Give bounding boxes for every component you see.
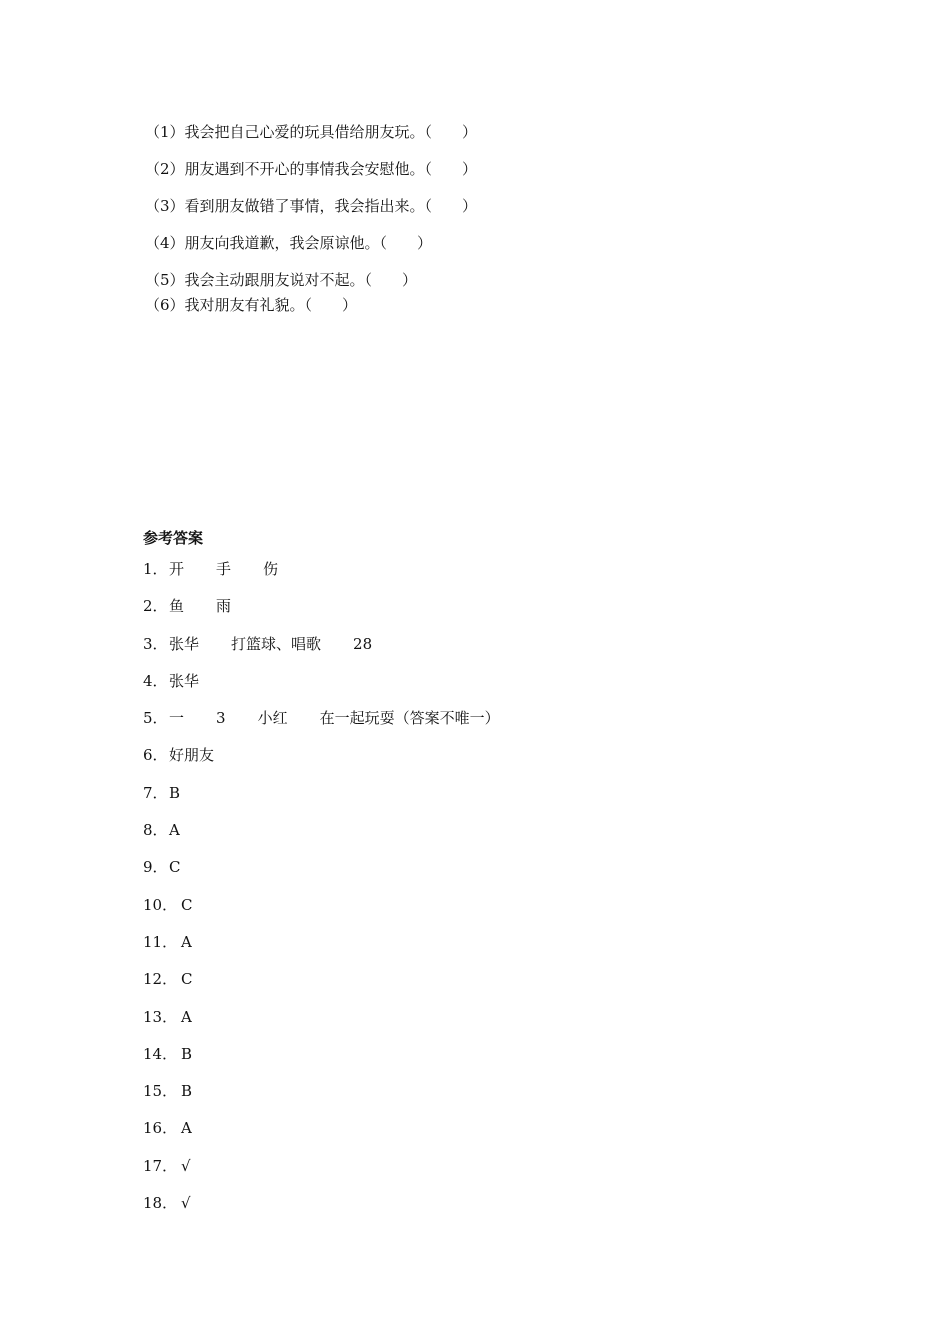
answer-text: A <box>169 821 180 840</box>
answer-text: A <box>181 1119 192 1138</box>
answer-item <box>143 1116 500 1140</box>
answer-text: 28 <box>353 634 373 653</box>
answer-text: C <box>181 895 193 914</box>
question-item: （1）我会把自己心爱的玩具借给朋友玩。（ ） <box>145 123 478 141</box>
answer-number: 7． <box>143 783 168 802</box>
answer-number: 10． <box>143 895 178 914</box>
answer-item <box>143 1154 500 1178</box>
answer-text: C <box>181 970 193 989</box>
answer-item <box>143 1042 500 1066</box>
answer-number: 4． <box>143 671 168 690</box>
answer-text: B <box>169 783 181 802</box>
answer-text: 手 <box>216 560 232 578</box>
answer-number: 15． <box>143 1082 178 1101</box>
question-item: （4）朋友向我道歉，我会原谅他。（ ） <box>145 234 433 252</box>
answer-item <box>143 594 500 618</box>
answer-number: 8． <box>143 821 168 840</box>
answer-number: 1． <box>143 560 168 578</box>
answer-item <box>143 818 500 842</box>
answer-item <box>143 1005 500 1029</box>
answer-number: 16． <box>143 1119 178 1138</box>
answer-text: √ <box>181 1194 191 1213</box>
answer-item <box>143 706 500 730</box>
answer-section <box>143 526 500 1228</box>
answer-number: 12． <box>143 970 178 989</box>
answer-text: 张华 <box>169 634 200 653</box>
answer-item <box>143 893 500 917</box>
question-item: （6）我对朋友有礼貌。（ ） <box>145 296 358 314</box>
answer-text: 张华 <box>169 671 200 690</box>
question-item: （3）看到朋友做错了事情，我会指出来。（ ） <box>145 197 478 215</box>
answer-text: 3 <box>216 709 226 728</box>
answer-text: 一 <box>169 709 185 728</box>
answer-text: 开 <box>169 560 185 578</box>
question-item: （5）我会主动跟朋友说对不起。（ ） <box>145 271 418 289</box>
answer-text: √ <box>181 1156 191 1175</box>
answer-section-title: 参考答案 <box>143 529 204 547</box>
answer-item <box>143 557 500 581</box>
answer-item <box>143 743 500 767</box>
answer-number: 17． <box>143 1156 178 1175</box>
answer-text: 伤 <box>263 560 279 578</box>
answer-text: A <box>181 1007 192 1026</box>
answer-text: 雨 <box>216 597 232 616</box>
answer-number: 18． <box>143 1194 178 1213</box>
answer-item <box>143 1191 500 1215</box>
answer-number: 6． <box>143 746 168 765</box>
question-list <box>145 120 477 317</box>
answer-text: B <box>181 1044 193 1063</box>
answer-item <box>143 781 500 805</box>
answer-number: 3． <box>143 634 168 653</box>
answer-text: 鱼 <box>169 597 185 616</box>
answer-item <box>143 669 500 693</box>
answer-number: 9． <box>143 858 168 877</box>
answer-item <box>143 632 500 656</box>
answer-item <box>143 930 500 954</box>
answer-number: 13． <box>143 1007 178 1026</box>
answer-item <box>143 1079 500 1103</box>
answer-item <box>143 855 500 879</box>
answer-text: C <box>169 858 181 877</box>
answer-text: 小红 <box>257 709 288 728</box>
answer-text: 在一起玩耍（答案不唯一） <box>319 709 500 728</box>
answer-text: 好朋友 <box>169 746 215 765</box>
answer-number: 2． <box>143 597 168 616</box>
answer-item <box>143 967 500 991</box>
answer-number: 5． <box>143 709 168 728</box>
answer-text: A <box>181 932 192 951</box>
answer-list <box>143 557 500 1215</box>
answer-number: 11． <box>143 932 178 951</box>
question-item: （2）朋友遇到不开心的事情我会安慰他。（ ） <box>145 160 478 178</box>
answer-text: B <box>181 1082 193 1101</box>
answer-number: 14． <box>143 1044 178 1063</box>
answer-text: 打篮球、唱歌 <box>231 634 322 653</box>
